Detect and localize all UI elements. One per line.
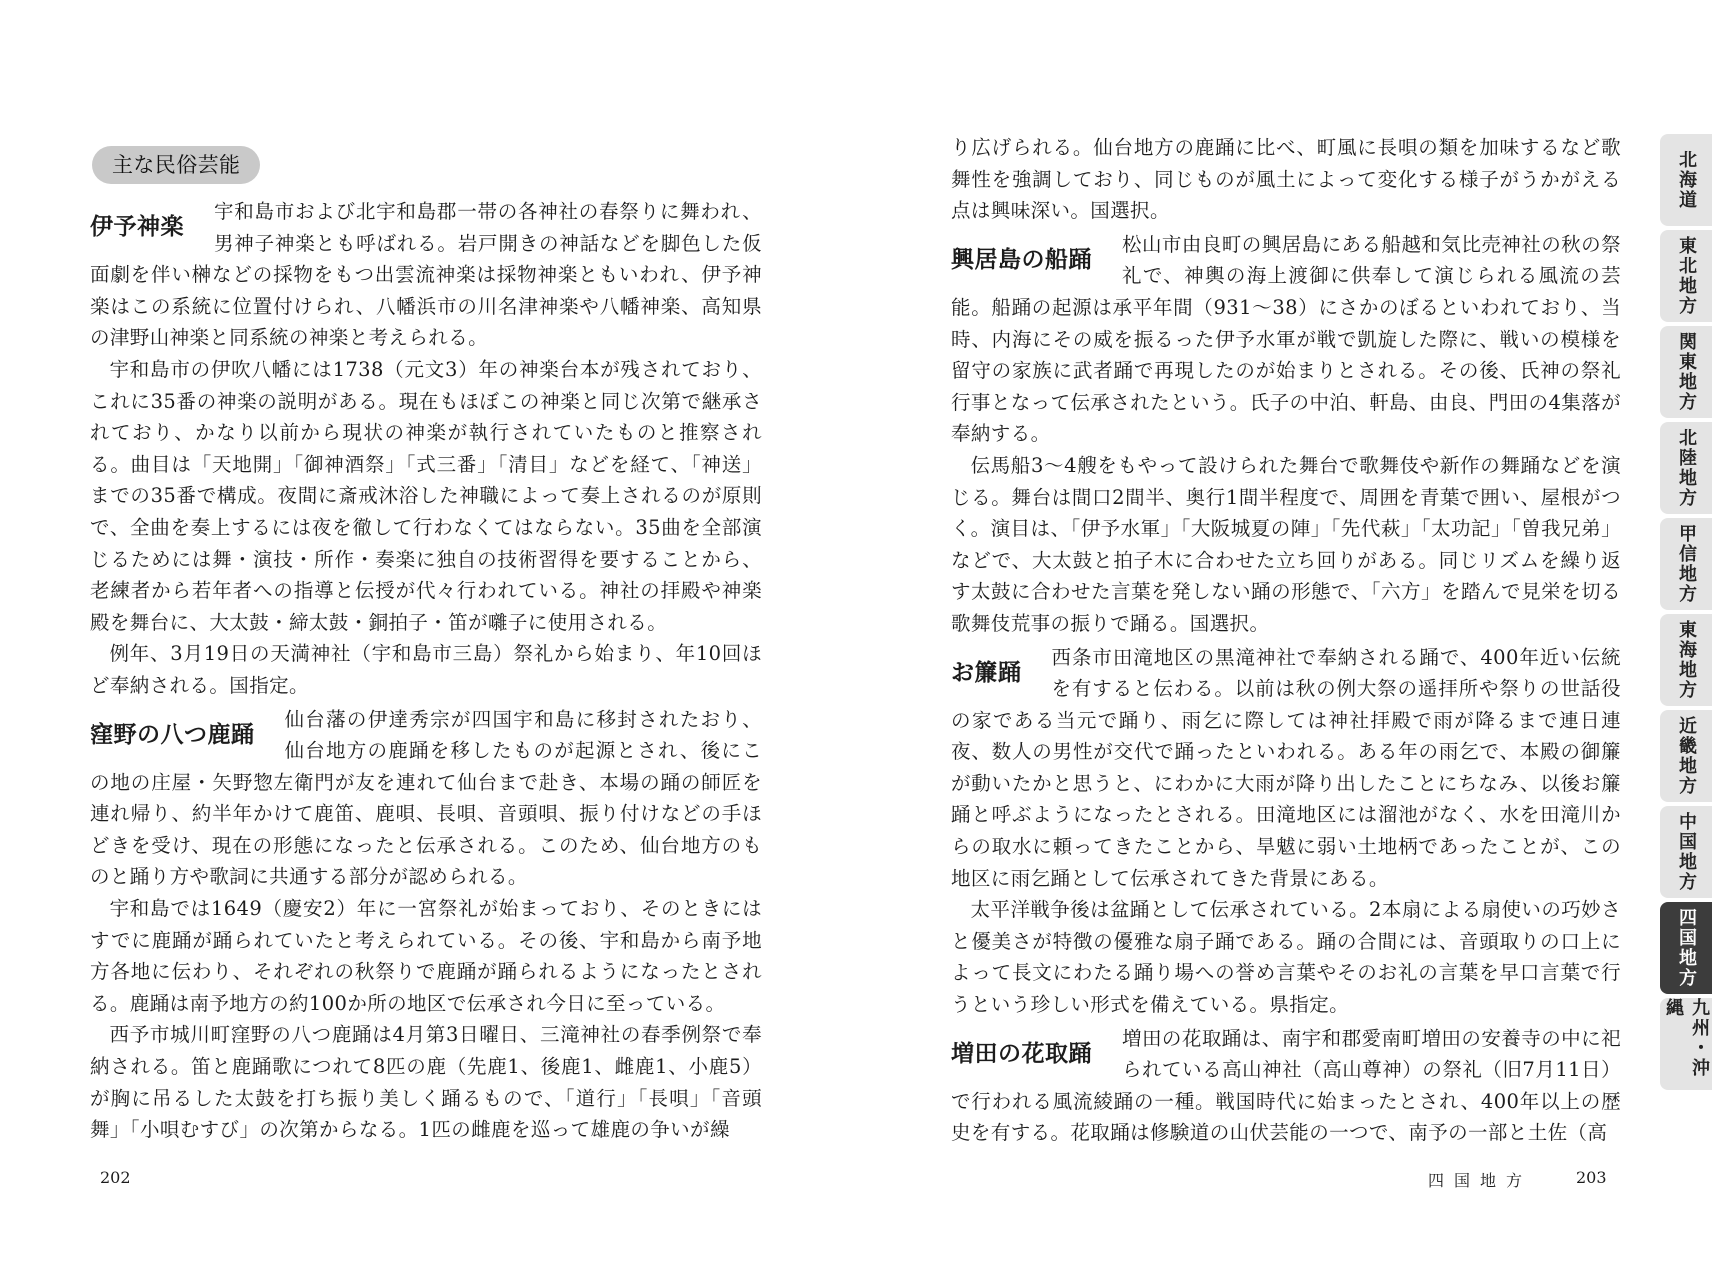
entry-masuda-hanatori-odori xyxy=(951,1023,1621,1149)
entry-heading: お簾踊 xyxy=(951,659,1022,686)
tab-label: 近畿地方 xyxy=(1676,716,1697,796)
entry-paragraph: 西条市田滝地区の黒滝神社で奉納される踊で、400年近い伝統を有すると伝わる。以前は秋の例大祭の遥拝所や祭りの世話役の家である当元で踊り、雨乞に際しては神社拝殿で雨が降るまで連日連夜、数人の男性が交代で踊ったといわれる。ある年の雨乞で、本殿の御簾が動いたかと思うと、にわかに大雨が降り出したことにちなみ、以後お簾踊と呼ぶようになったとされる。田滝地区には溜池がなく、水を田滝川からの取水に頼ってきたことから、旱魃に弱い土地柄であったことが、この地区に雨乞踊として伝承されてきた背景にある。 xyxy=(951,645,1621,890)
tab-label: 北陸地方 xyxy=(1676,428,1697,508)
entry-paragraph: 宇和島市の伊吹八幡には1738（元文3）年の神楽台本が残されており、これに35番の神楽の説明がある。現在もほぼこの神楽と同じ次第で継承されており、かなり以前から現状の神楽が執行されていたものと推察される。曲目は「天地開」「御神酒祭」「式三番」「清目」などを経て、「神送」までの35番で構成。夜間に斎戒沐浴した神職によって奏上されるのが原則で、全曲を奏上するには夜を徹して行わなくてはならない。35曲を全部演じるためには舞・演技・所作・奏楽に独自の技術習得を要することから、老練者から若年者への指導と伝授が代々行われている。神社の拝殿や神楽殿を舞台に、大太鼓・締太鼓・銅拍子・笛が囃子に使用される。 xyxy=(90,357,762,634)
tab-label: 北海道 xyxy=(1676,150,1697,210)
entry-paragraph: 太平洋戦争後は盆踊として伝承されている。2本扇による扇使いの巧妙さと優美さが特徴の優雅な扇子踊である。踊の合間には、音頭取りの口上によって長文にわたる踊り場への誉め言葉やそのお礼の言葉を早口言葉で行うという珍しい形式を備えている。県指定。 xyxy=(951,898,1621,1017)
tab-label: 九州・沖縄 xyxy=(1663,998,1710,1078)
entry-osudare-odori xyxy=(951,642,1621,1021)
entry-heading: 窪野の八つ鹿踊 xyxy=(90,721,255,748)
page-number: 203 xyxy=(1576,1168,1607,1187)
left-text-column xyxy=(90,132,762,1146)
tab-kinki[interactable] xyxy=(1660,710,1712,802)
tab-tohoku[interactable] xyxy=(1660,230,1712,322)
entry-paragraph: 仙台藩の伊達秀宗が四国宇和島に移封されたおり、仙台地方の鹿踊を移したものが起源とされ、後にこの地の庄屋・矢野惣左衛門が友を連れて仙台まで赴き、本場の踊の師匠を連れ帰り、約半年かけて鹿笛、鹿唄、長唄、音頭唄、振り付けなどの手ほどきを受け、現在の形態になったと伝承される。このため、仙台地方のものと踊り方や歌詞に共通する部分が認められる。 xyxy=(90,707,762,889)
tab-label: 四国地方 xyxy=(1676,908,1697,988)
entry-paragraph: 伝馬船3～4艘をもやって設けられた舞台で歌舞伎や新作の舞踊などを演じる。舞台は間口2間半、奥行1間半程度で、周囲を青葉で囲い、屋根がつく。演目は、「伊予水軍」「大阪城夏の陣」「先代萩」「太功記」「曽我兄弟」などで、大太鼓と拍子木に合わせた立ち回りがある。同じリズムを繰り返す太鼓に合わせた言葉を発しない踊の形態で、「六方」を踏んで見栄を切る歌舞伎荒事の振りで踊る。国選択。 xyxy=(951,453,1621,635)
tab-kanto[interactable] xyxy=(1660,326,1712,418)
tab-chugoku[interactable] xyxy=(1660,806,1712,898)
tab-label: 甲信地方 xyxy=(1676,524,1697,604)
tab-label: 中国地方 xyxy=(1676,812,1697,892)
entry-paragraph: 増田の花取踊は、南宇和郡愛南町増田の安養寺の中に祀られている高山神社（高山尊神）の祭礼（旧7月11日）で行われる風流綾踊の一種。戦国時代に始まったとされ、400年以上の歴史を有する。花取踊は修験道の山伏芸能の一つで、南予の一部と土佐（高 xyxy=(951,1026,1621,1145)
tab-hokuriku[interactable] xyxy=(1660,422,1712,514)
tab-label: 東北地方 xyxy=(1676,236,1697,316)
tab-label: 関東地方 xyxy=(1676,332,1697,412)
right-page xyxy=(856,0,1712,1264)
right-text-column xyxy=(951,132,1621,1149)
continued-paragraph: り広げられる。仙台地方の鹿踊に比べ、町風に長唄の類を加味するなど歌舞性を強調しており、同じものが風土によって変化する様子がうかがえる点は興味深い。国選択。 xyxy=(951,136,1621,223)
region-index-tabs xyxy=(1660,134,1712,1094)
entry-gogoshima-funaodori xyxy=(951,229,1621,640)
entry-paragraph: 宇和島市および北宇和島郡一帯の各神社の春祭りに舞われ、男神子神楽とも呼ばれる。岩戸開きの神話などを脚色した仮面劇を伴い榊などの採物をもつ出雲流神楽は採物神楽ともいわれ、伊予神楽はこの系統に位置付けられ、八幡浜市の川名津神楽や八幡神楽、高知県の津野山神楽と同系統の神楽と考えられる。 xyxy=(90,200,762,350)
entry-paragraph: 宇和島では1649（慶安2）年に一宮祭礼が始まっており、そのときにはすでに鹿踊が踊られていたと考えられている。その後、宇和島から南予地方各地に伝わり、それぞれの秋祭りで鹿踊が踊られるようになったとされる。鹿踊は南予地方の約100か所の地区で伝承され今日に至っている。 xyxy=(90,897,762,1015)
tab-label: 東海地方 xyxy=(1676,620,1697,700)
entry-heading: 興居島の船踊 xyxy=(951,246,1092,273)
tab-kyushu-okinawa[interactable] xyxy=(1660,998,1712,1090)
entry-kubono-shishi-odori xyxy=(90,704,762,1146)
entry-paragraph: 西予市城川町窪野の八つ鹿踊は4月第3日曜日、三滝神社の春季例祭で奉納される。笛と鹿踊歌につれて8匹の鹿（先鹿1、後鹿1、雌鹿1、小鹿5）が胸に吊るした太鼓を打ち振り美しく踊るもので、「道行」「長唄」「音頭舞」「小唄むすび」の次第からなる。1匹の雌鹿を巡って雄鹿の争いが繰 xyxy=(90,1023,762,1142)
entry-heading: 増田の花取踊 xyxy=(951,1040,1092,1067)
tab-hokkaido[interactable] xyxy=(1660,134,1712,226)
tab-tokai[interactable] xyxy=(1660,614,1712,706)
page-number: 202 xyxy=(100,1168,131,1187)
entry-heading: 伊予神楽 xyxy=(90,214,184,240)
tab-koshin[interactable] xyxy=(1660,518,1712,610)
entry-paragraph: 例年、3月19日の天満神社（宇和島市三島）祭礼から始まり、年10回ほど奉納される。国指定。 xyxy=(90,642,762,697)
running-section-label: 四国地方 xyxy=(1428,1171,1533,1190)
tab-shikoku[interactable] xyxy=(1660,902,1712,994)
section-badge: 主な民俗芸能 xyxy=(92,146,260,184)
entry-paragraph: 松山市由良町の興居島にある船越和気比売神社の秋の祭礼で、神輿の海上渡御に供奉して演じられる風流の芸能。船踊の起源は承平年間（931～38）にさかのぼるといわれており、当時、内海にその威を振るった伊予水軍が戦で凱旋した際に、戦いの模様を留守の家族に武者踊で再現したのが始まりとされる。その後、氏神の祭礼行事となって伝承されたという。氏子の中泊、軒島、由良、門田の4集落が奉納する。 xyxy=(951,232,1621,446)
entry-iyo-kagura xyxy=(90,196,762,702)
